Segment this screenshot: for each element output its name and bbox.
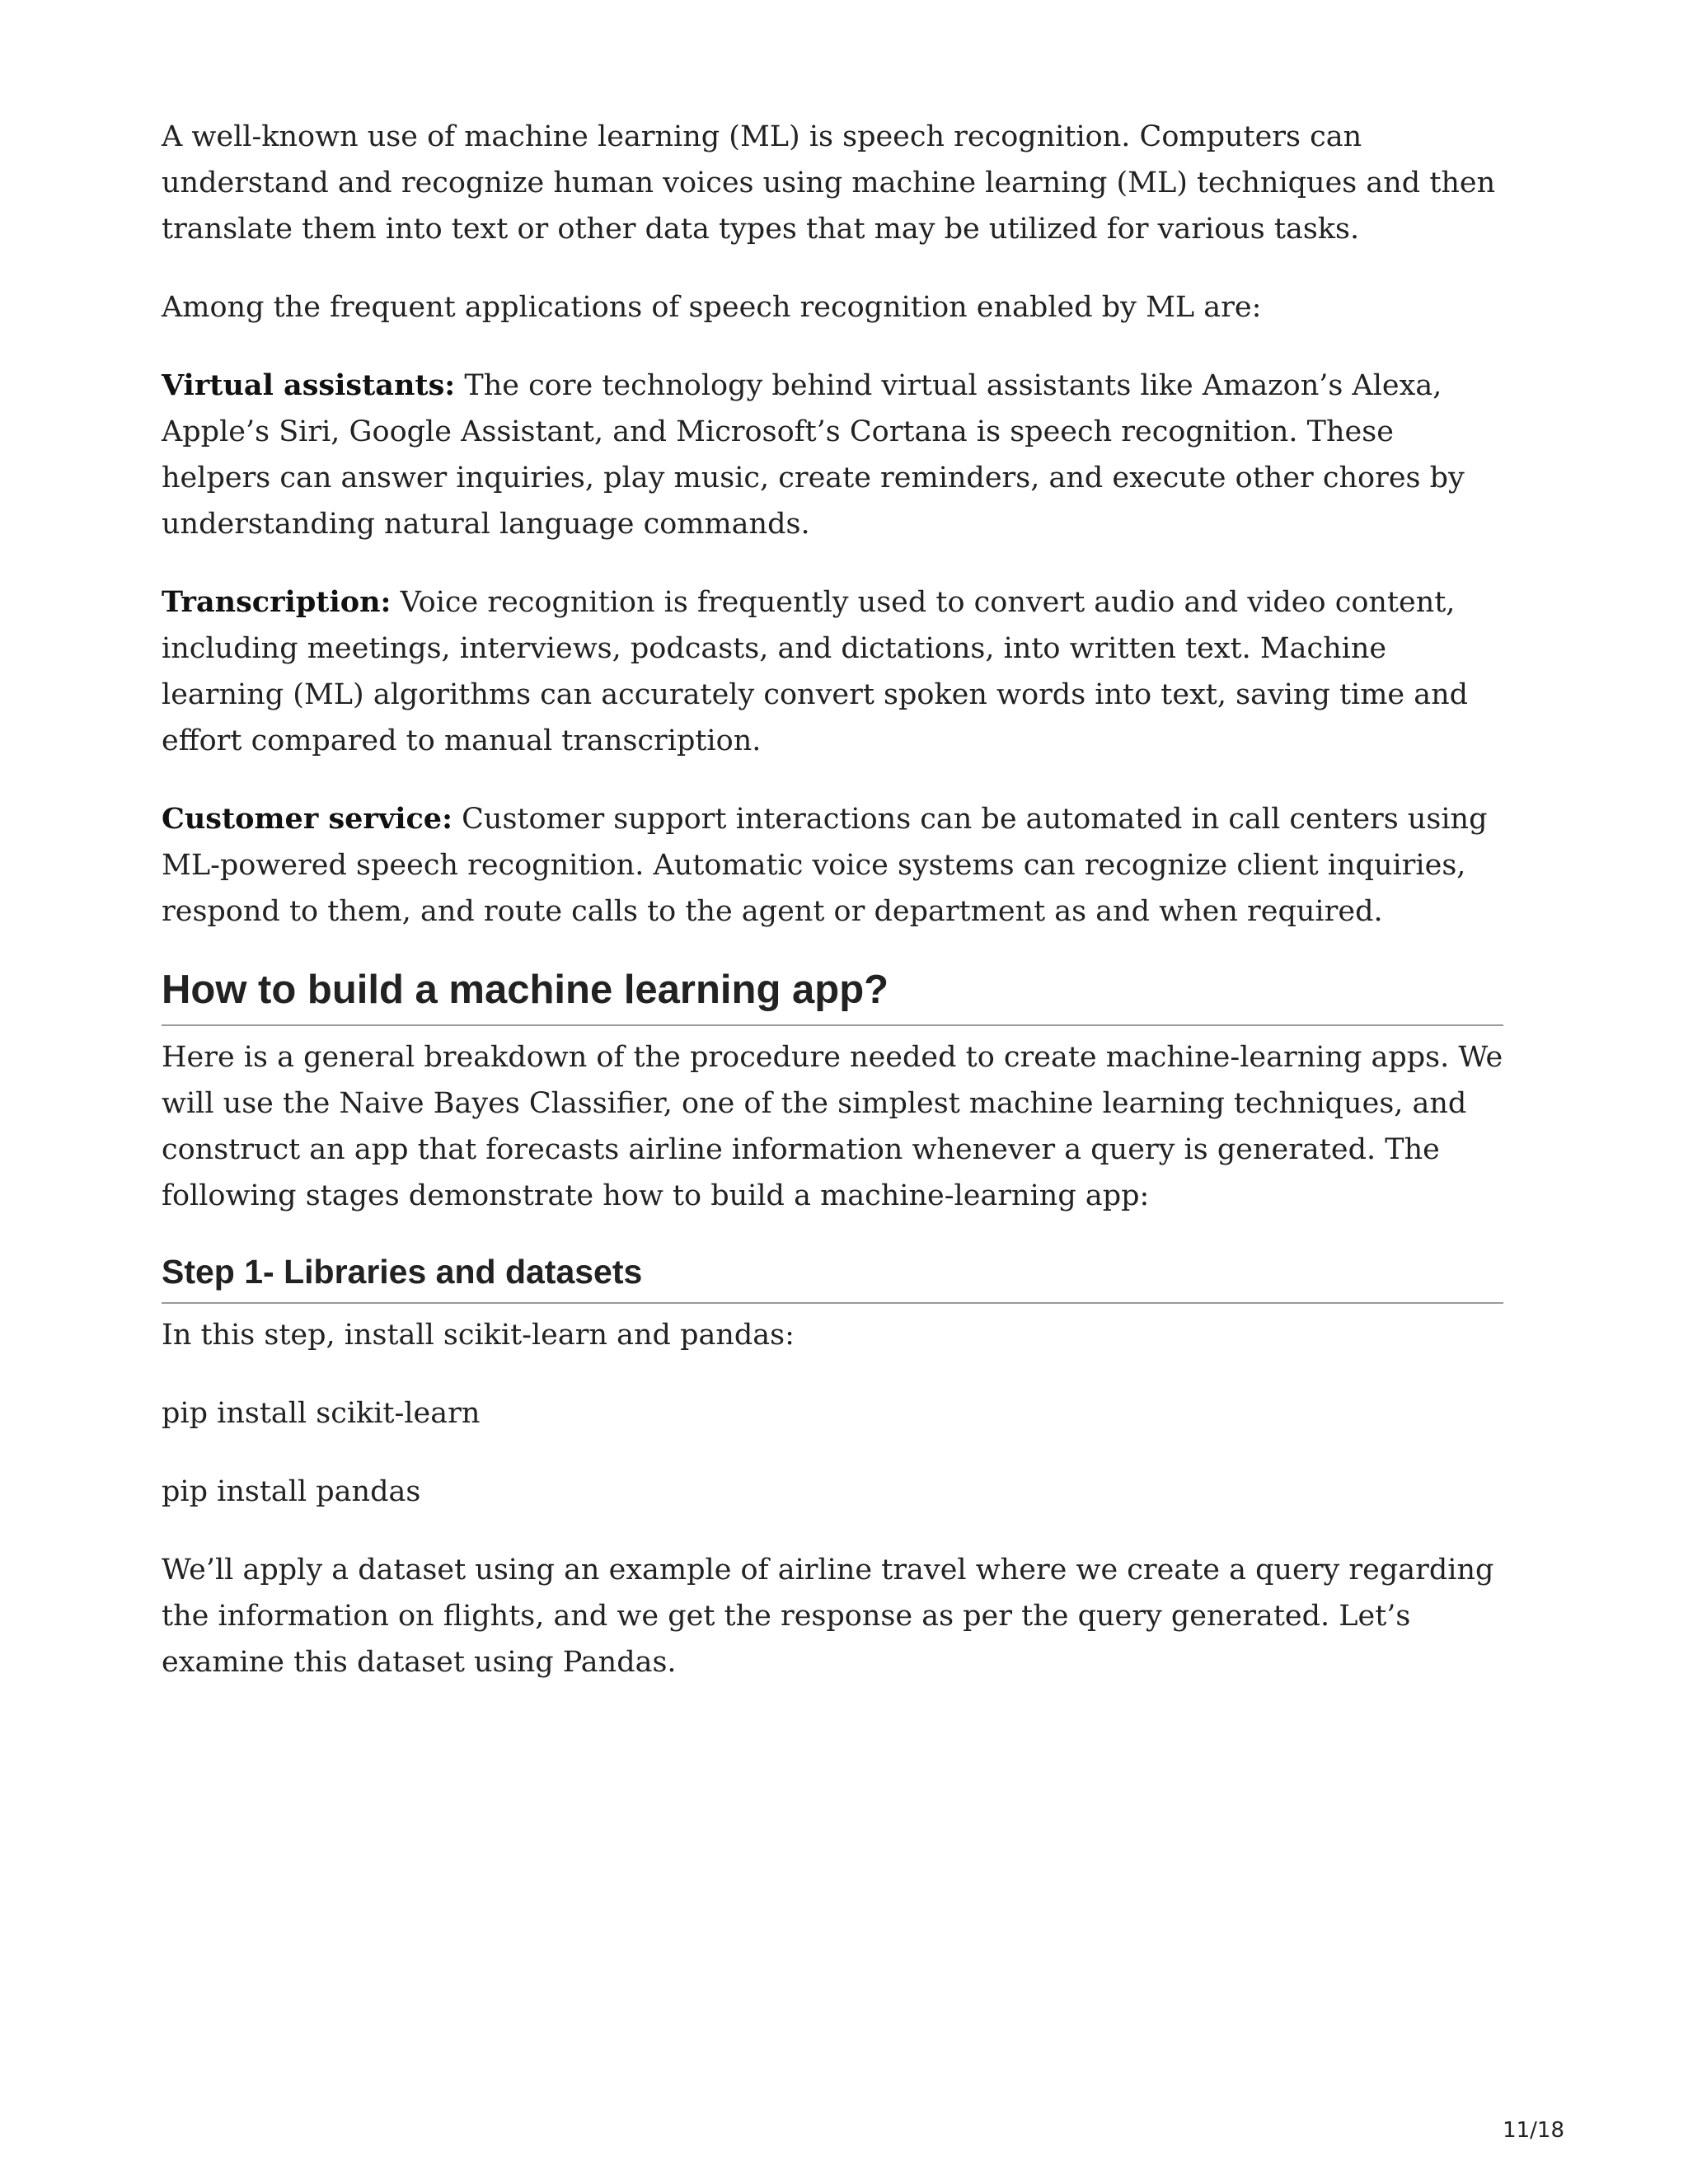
application-term: Virtual assistants:: [162, 368, 456, 402]
page-number: 11/18: [1503, 2118, 1564, 2143]
document-page: [162, 114, 1503, 1718]
section-paragraph: Here is a general breakdown of the procedure needed to create machine-learning apps. We will use the Naive Bayes Classifier, one of the simplest machine learning techniques, and construct an app that forecasts airline information whenever a query is generated. The following stages demonstrate how to build a machine-learning app:: [162, 1041, 1503, 1212]
intro-paragraph: A well-known use of machine learning (ML) is speech recognition. Computers can understand and recognize human voices using machine learning (ML) techniques and then translate them into text or other data types that may be utilized for various tasks.: [162, 120, 1496, 246]
application-term: Transcription:: [162, 585, 392, 619]
application-customer-service: [162, 796, 1503, 935]
application-text: Voice recognition is frequently used to convert audio and video content, including meetings, interviews, podcasts, and dictations, into written text. Machine learning (ML) algorithms can accurately convert spoken words into text, saving time and effort compared to manual transcription.: [162, 586, 1469, 757]
install-command-scikit-learn: pip install scikit-learn: [162, 1397, 481, 1430]
step-heading: Step 1- Libraries and datasets: [162, 1251, 1503, 1304]
application-transcription: [162, 579, 1503, 764]
application-text: Customer support interactions can be automated in call centers using ML-powered speech recognition. Automatic voice systems can recognize client inquiries, respond to them, and route calls to the agent or department as and when required.: [162, 803, 1488, 928]
step-paragraph: In this step, install scikit-learn and pandas:: [162, 1319, 795, 1352]
application-text: The core technology behind virtual assistants like Amazon’s Alexa, Apple’s Siri, Google Assistant, and Microsoft’s Cortana is speech recognition. These helpers can answer inquiries, play music, create reminders, and execute other chores by understanding natural language commands.: [162, 369, 1465, 541]
application-term: Customer service:: [162, 802, 452, 836]
install-command-pandas: pip install pandas: [162, 1475, 421, 1508]
dataset-paragraph: We’ll apply a dataset using an example of airline travel where we create a query regarding the information on flights, and we get the response as per the query generated. Let’s examine this dataset using Pandas.: [162, 1554, 1494, 1679]
section-heading: How to build a machine learning app?: [162, 967, 1503, 1026]
application-virtual-assistants: [162, 363, 1503, 547]
applications-intro: Among the frequent applications of speech recognition enabled by ML are:: [162, 291, 1262, 324]
